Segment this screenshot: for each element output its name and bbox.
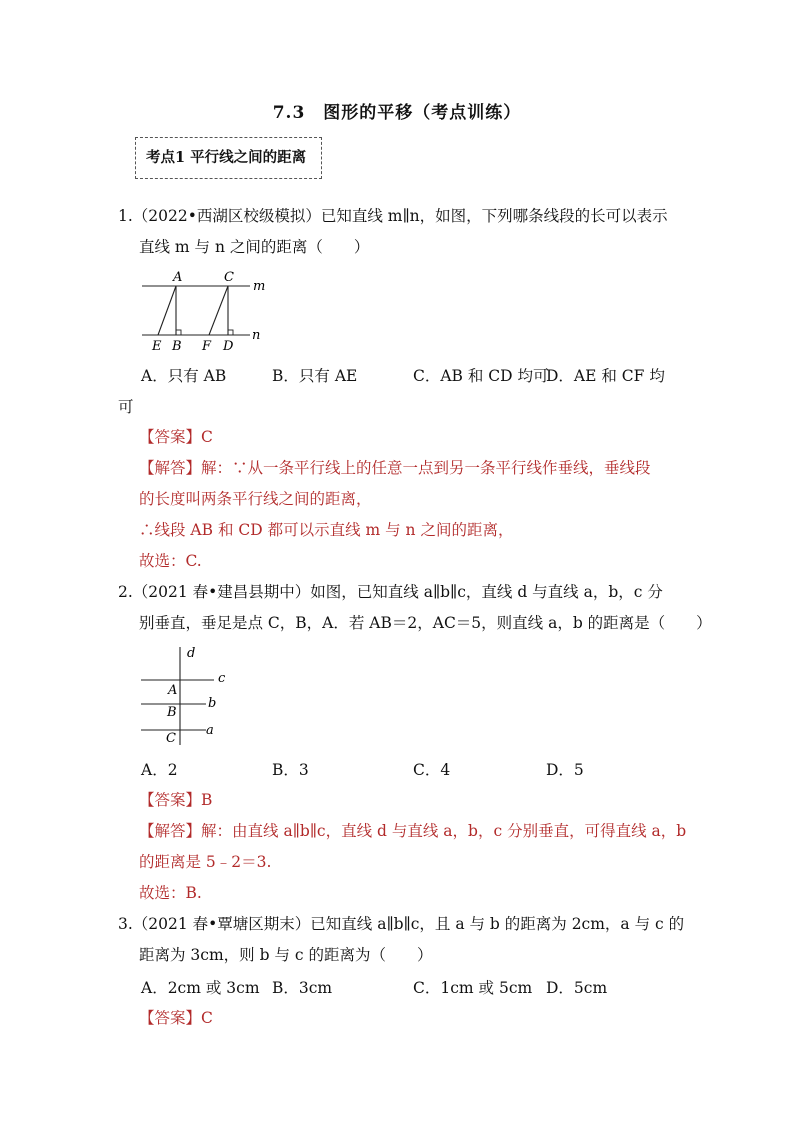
answer-tag: 【答案】: [139, 1009, 202, 1027]
q1-explanation-1: 【解答】解：∵从一条平行线上的任意一点到另一条平行线作垂线，垂线段: [139, 459, 651, 477]
q2-option-a[interactable]: A．2: [141, 761, 178, 779]
q2-explanation-2: 的距离是 5﹣2＝3.: [139, 853, 272, 871]
q2-figure: [138, 643, 233, 751]
q2-option-c[interactable]: C．4: [413, 761, 451, 779]
q2-fig-label-A: A: [168, 683, 178, 698]
q1-option-c[interactable]: C．AB 和 CD 均可: [413, 367, 549, 385]
q1-explanation-2: 的长度叫两条平行线之间的距离，: [139, 490, 372, 508]
page-title: 7.3 图形的平移（考点训练）: [272, 103, 522, 123]
q2-stem-line2: 别垂直，垂足是点 C，B，A．若 AB＝2，AC＝5，则直线 a，b 的距离是（ ）: [139, 614, 712, 632]
q1-explanation-4: 故选：C.: [139, 552, 202, 570]
q1-explanation-3: ∴线段 AB 和 CD 都可以示直线 m 与 n 之间的距离，: [139, 521, 514, 539]
q2-fig-label-c: c: [218, 671, 226, 686]
q1-fig-label-F: F: [202, 339, 212, 354]
q2-fig-label-C: C: [166, 731, 176, 746]
q1-option-d-wrap: 可: [118, 398, 134, 416]
q1-fig-label-A: A: [173, 270, 183, 285]
answer-value: B: [201, 791, 213, 809]
q1-fig-label-n: n: [252, 328, 261, 343]
q2-option-d[interactable]: D．5: [546, 761, 584, 779]
q1-option-a[interactable]: A．只有 AB: [141, 367, 227, 385]
q3-stem-line1: 3.（2021 春•覃塘区期末）已知直线 a∥b∥c，且 a 与 b 的距离为 2cm，a 与 c 的: [118, 915, 685, 933]
answer-tag: 【答案】: [139, 428, 202, 446]
q1-fig-label-m: m: [253, 279, 266, 294]
q2-option-b[interactable]: B．3: [272, 761, 309, 779]
q3-option-d[interactable]: D．5cm: [546, 979, 608, 997]
q1-fig-label-B: B: [172, 339, 182, 354]
q2-stem-line1: 2.（2021 春•建昌县期中）如图，已知直线 a∥b∥c，直线 d 与直线 a，b，c 分: [118, 583, 663, 601]
q3-option-a[interactable]: A．2cm 或 3cm: [141, 979, 260, 997]
q1-stem-line1: 1.（2022•西湖区校级模拟）已知直线 m∥n，如图，下列哪条线段的长可以表示: [118, 207, 668, 225]
q2-fig-label-a: a: [206, 723, 214, 738]
explanation-tag: 【解答】: [139, 459, 202, 477]
q2-fig-label-d: d: [187, 646, 196, 661]
explanation-tag: 【解答】: [139, 822, 202, 840]
q2-fig-label-B: B: [167, 705, 177, 720]
q1-option-d[interactable]: D．AE 和 CF 均: [546, 367, 665, 385]
answer-tag: 【答案】: [139, 791, 202, 809]
q1-stem-line2: 直线 m 与 n 之间的距离（ ）: [139, 238, 370, 256]
q3-answer: [139, 1007, 213, 1029]
q2-explanation-3: 故选：B.: [139, 884, 202, 902]
q1-fig-label-D: D: [223, 339, 234, 354]
q2-explanation-1: 【解答】解：由直线 a∥b∥c，直线 d 与直线 a，b，c 分别垂直，可得直线 a，b: [139, 822, 687, 840]
q1-option-b[interactable]: B．只有 AE: [272, 367, 358, 385]
answer-value: C: [201, 1009, 213, 1027]
q3-option-c[interactable]: C．1cm 或 5cm: [413, 979, 533, 997]
topic-box: 考点1 平行线之间的距离: [135, 137, 322, 179]
q2-fig-label-b: b: [208, 696, 217, 711]
q3-option-b[interactable]: B．3cm: [272, 979, 333, 997]
q3-stem-line2: 距离为 3cm，则 b 与 c 的距离为（ ）: [139, 946, 433, 964]
q1-fig-label-E: E: [152, 339, 162, 354]
q2-answer: [139, 789, 212, 811]
answer-value: C: [201, 428, 213, 446]
q1-figure: [138, 266, 268, 356]
q1-fig-label-C: C: [224, 270, 234, 285]
q1-answer: [139, 426, 213, 448]
